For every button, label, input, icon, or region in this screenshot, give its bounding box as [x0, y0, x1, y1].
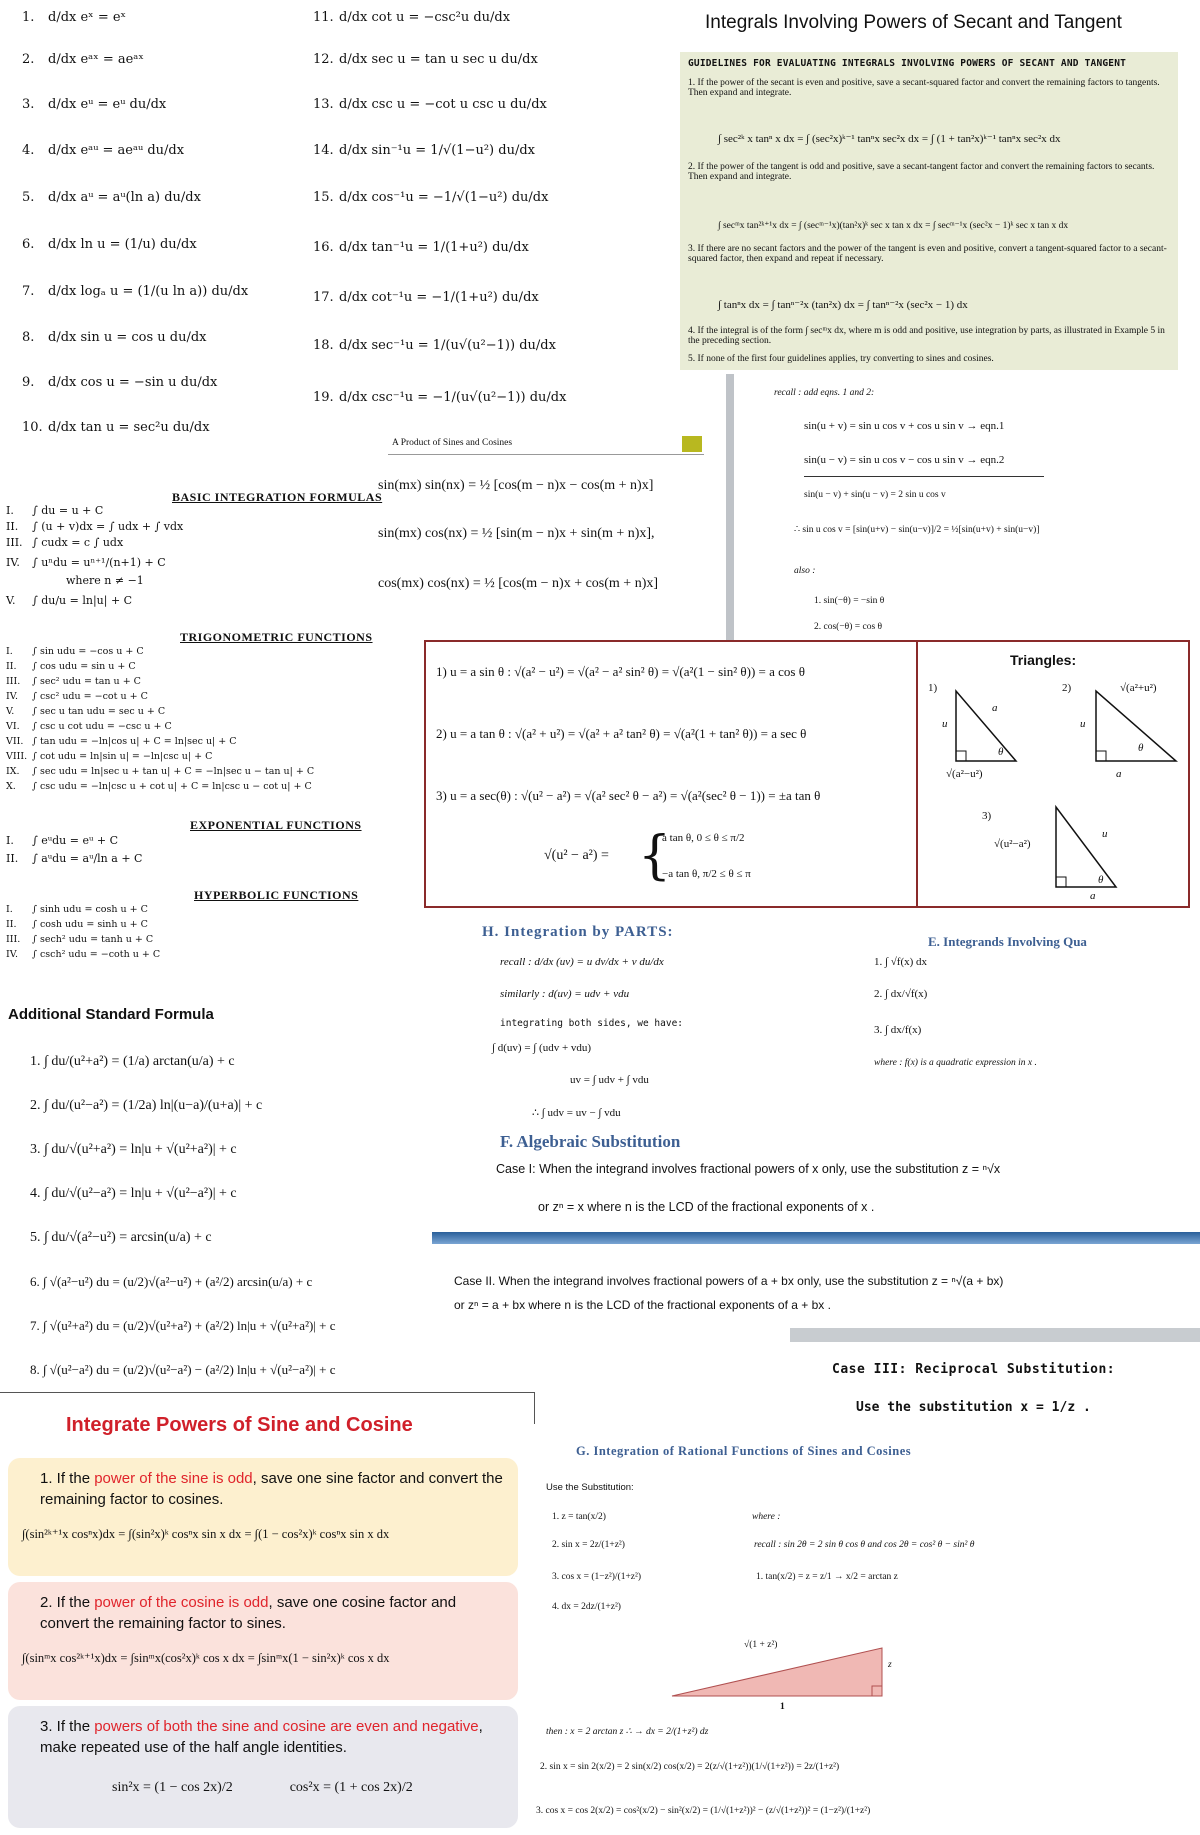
trig-heading: TRIGONOMETRIC FUNCTIONS	[180, 630, 373, 644]
guideline-formula: ∫ tanⁿx dx = ∫ tanⁿ⁻²x (tan²x) dx = ∫ tanⁿ⁻²x (sec²x − 1) dx	[718, 299, 968, 311]
formula: ∫ sinh udu = cosh u + C	[32, 904, 148, 915]
algebraic-case: Case II. When the integrand involves fractional powers of a + bx only, use the substitution z = ⁿ√(a + bx)	[454, 1274, 1004, 1288]
triangle-side-label: u	[1080, 718, 1086, 730]
recall-line: sin(u + v) = sin u cos v + cos u sin v → eqn.1	[804, 420, 1005, 432]
formula: d/dx cot u = −csc²u du/dx	[339, 10, 511, 25]
formula: d/dx cot⁻¹u = −1/(1+u²) du/dx	[339, 290, 539, 305]
formula: ∫ tan udu = −ln|cos u| + C = ln|sec u| + C	[32, 736, 237, 747]
piecewise-lhs: √(u² − a²) =	[544, 848, 609, 863]
additional-row: 1. ∫ du/(u²+a²) = (1/a) arctan(u/a) + c	[30, 1054, 235, 1069]
product-row: sin(mx) sin(nx) = ½ [cos(m − n)x − cos(m + n)x]	[378, 478, 654, 493]
formula: ∫ cosh udu = sinh u + C	[32, 919, 148, 930]
basic-formulas	[6, 504, 366, 614]
recall-line: also :	[794, 566, 816, 576]
formula: d/dx sec⁻¹u = 1/(u√(u²−1)) du/dx	[339, 338, 556, 353]
box-divider	[916, 642, 918, 906]
triangle-base-label: a	[1116, 768, 1122, 780]
expo-formulas	[6, 834, 306, 874]
formula: ∫ uⁿdu = uⁿ⁺¹/(n+1) + C	[32, 556, 166, 569]
piecewise-brace: {	[638, 826, 672, 886]
roman-numeral: II.	[6, 852, 19, 865]
roman-numeral: IV.	[6, 556, 20, 569]
roman-numeral: III.	[6, 536, 23, 549]
rule-equation: ∫(sin²ᵏ⁺¹x cosⁿx)dx = ∫(sin²x)ᵏ cosⁿx sin x dx = ∫(1 − cos²x)ᵏ cosⁿx sin x dx	[22, 1527, 390, 1541]
derivative-table-a	[4, 0, 304, 450]
rational-tri-hyp: √(1 + z²)	[744, 1640, 778, 1650]
formula: ∫ csc udu = −ln|csc u + cot u| + C = ln|csc u − cot u| + C	[32, 781, 312, 792]
roman-numeral: VII.	[6, 736, 24, 747]
additional-row: 7. ∫ √(u²+a²) du = (u/2)√(u²+a²) + (a²/2) ln|u + √(u²+a²)| + c	[30, 1318, 336, 1333]
parts-line: ∴ ∫ udv = uv − ∫ vdu	[532, 1107, 621, 1119]
rule-highlight: power of the sine is odd	[94, 1470, 253, 1487]
guideline-item: 3. If there are no secant factors and the power of the tangent is even and positive, convert a tangent-squared factor to a secant-squared factor, then expand and repeat if necessary.	[688, 244, 1167, 264]
rational-tri-side: z	[888, 1660, 892, 1670]
additional-row: 4. ∫ du/√(u²−a²) = ln|u + √(u²−a²)| + c	[30, 1186, 237, 1201]
recall-head: recall : add eqns. 1 and 2:	[774, 388, 875, 398]
triangle-number: 2)	[1062, 682, 1072, 694]
quadratic-item: 1. ∫ √f(x) dx	[874, 956, 928, 968]
roman-numeral: I.	[6, 504, 14, 517]
sine-card-1	[8, 1458, 518, 1576]
secant-tangent-title: Integrals Involving Powers of Secant and Tangent	[705, 12, 1122, 33]
formula: d/dx tan⁻¹u = 1/(1+u²) du/dx	[339, 240, 529, 255]
roman-numeral: VIII.	[6, 751, 28, 762]
formula: ∫ cos udu = sin u + C	[32, 661, 136, 672]
rule-text: 3. If the	[40, 1718, 95, 1735]
formula: d/dx sin⁻¹u = 1/√(1−u²) du/dx	[339, 143, 535, 158]
item-number: 19.	[313, 390, 334, 405]
product-header: A Product of Sines and Cosines	[392, 438, 513, 448]
formula: d/dx eᵃˣ = aeᵃˣ	[48, 52, 144, 67]
triangle-angle-label: θ	[1138, 742, 1144, 754]
additional-row: 8. ∫ √(u²−a²) du = (u/2)√(u²−a²) − (a²/2) ln|u + √(u²−a²)| + c	[30, 1362, 336, 1377]
triangle-base-label: a	[1090, 890, 1096, 902]
half-angle-sin: sin²x = (1 − cos 2x)/2	[112, 1780, 233, 1795]
formula: ∫ du/u = ln|u| + C	[32, 594, 133, 607]
guideline-formula: ∫ sec²ᵏ x tanⁿ x dx = ∫ (sec²x)ᵏ⁻¹ tanⁿx sec²x dx = ∫ (1 + tan²x)ᵏ⁻¹ tanⁿx sec²x dx	[718, 133, 1061, 145]
formula: d/dx csc⁻¹u = −1/(u√(u²−1)) du/dx	[339, 390, 567, 405]
formula: d/dx cos⁻¹u = −1/√(1−u²) du/dx	[339, 190, 549, 205]
item-number: 7.	[22, 284, 35, 299]
parts-line: similarly : d(uv) = udv + vdu	[500, 988, 630, 1000]
recall-panel	[726, 374, 1200, 642]
parts-line: ∫ d(uv) = ∫ (udv + vdu)	[492, 1042, 592, 1054]
parts-line: uv = ∫ udv + ∫ vdu	[570, 1074, 649, 1086]
triangles-title: Triangles:	[1010, 652, 1077, 668]
triangle-number: 3)	[982, 810, 992, 822]
formula: ∫ cudx = c ∫ udx	[32, 536, 124, 549]
rational-derivation: 3. cos x = cos 2(x/2) = cos²(x/2) − sin²(x/2) = (1/√(1+z²))² − (z/√(1+z²))² = (1−z²)/(1+z²)	[536, 1806, 871, 1816]
hyper-formulas	[6, 904, 306, 974]
hyper-heading: HYPERBOLIC FUNCTIONS	[194, 888, 359, 902]
roman-numeral: IV.	[6, 691, 18, 702]
roman-numeral: II.	[6, 919, 17, 930]
rational-triangle	[668, 1640, 898, 1702]
additional-row: 6. ∫ √(a²−u²) du = (u/2)√(a²−u²) + (a²/2) arcsin(u/a) + c	[30, 1274, 313, 1289]
additional-heading: Additional Standard Formula	[8, 1006, 214, 1023]
formula: ∫ eᵘdu = eᵘ + C	[32, 834, 118, 847]
formula: ∫ aᵘdu = aᵘ/ln a + C	[32, 852, 143, 865]
formula: d/dx cos u = −sin u du/dx	[48, 375, 218, 390]
quadratic-where: where : f(x) is a quadratic expression in x .	[874, 1058, 1037, 1068]
rational-sub: 4. dx = 2dz/(1+z²)	[552, 1602, 621, 1612]
algebraic-case: Case I: When the integrand involves fractional powers of x only, use the substitution z = ⁿ√x	[496, 1162, 1001, 1176]
formula: d/dx aᵘ = aᵘ(ln a) du/dx	[48, 190, 201, 205]
triangle-angle-label: θ	[1098, 874, 1104, 886]
item-number: 14.	[313, 143, 334, 158]
quadratic-title: E. Integrands Involving Qua	[928, 934, 1087, 949]
recall-line: 2. cos(−θ) = cos θ	[814, 622, 883, 632]
triangle-diagram-3	[1036, 802, 1136, 902]
substitution-line: 3) u = a sec(θ) : √(u² − a²) = √(a² sec² θ − a²) = √(a²(sec² θ − 1)) = ±a tan θ	[436, 788, 821, 803]
parts-line: integrating both sides, we have:	[500, 1018, 684, 1029]
rational-sub: 3. cos x = (1−z²)/(1+z²)	[552, 1572, 642, 1582]
guideline-item: 2. If the power of the tangent is odd and positive, save a secant-tangent factor and convert the remaining factors to secants. Then expand and integrate.	[688, 162, 1155, 182]
rational-tan: 1. tan(x/2) = z = z/1 → x/2 = arctan z	[756, 1572, 898, 1582]
product-row: cos(mx) cos(nx) = ½ [cos(m − n)x + cos(m + n)x]	[378, 576, 659, 591]
formula-note: where n ≠ −1	[66, 574, 144, 587]
formula: d/dx eˣ = eˣ	[48, 10, 127, 25]
rational-then: then : x = 2 arctan z ∴ → dx = 2/(1+z²) dz	[546, 1727, 709, 1737]
formula: ∫ csc u cot udu = −csc u + C	[32, 721, 172, 732]
algebraic-title: F. Algebraic Substitution	[500, 1132, 681, 1151]
recall-line: 1. sin(−θ) = −sin θ	[814, 596, 885, 606]
case3-title: Case III: Reciprocal Substitution:	[832, 1362, 1116, 1377]
rule-text: , make repeated use of the half angle identities.	[40, 1718, 483, 1756]
quadratic-item: 3. ∫ dx/f(x)	[874, 1024, 922, 1036]
parts-title: H. Integration by PARTS:	[482, 924, 674, 940]
formula: ∫ (u + v)dx = ∫ udx + ∫ vdx	[32, 520, 184, 533]
section-underline-tick	[534, 1392, 535, 1424]
formula: d/dx csc u = −cot u csc u du/dx	[339, 97, 547, 112]
rational-sub: 1. z = tan(x/2)	[552, 1512, 606, 1522]
recall-line: ∴ sin u cos v = [sin(u+v) − sin(u−v)]/2 = ½[sin(u+v) + sin(u−v)]	[794, 525, 1040, 535]
rule-equation: ∫(sinᵐx cos²ᵏ⁺¹x)dx = ∫sinᵐx(cos²x)ᵏ cos x dx = ∫sinᵐx(1 − sin²x)ᵏ cos x dx	[22, 1651, 390, 1665]
item-number: 1.	[22, 10, 35, 25]
rational-tri-base: 1	[780, 1702, 785, 1712]
section-underline	[0, 1392, 534, 1393]
roman-numeral: V.	[6, 706, 15, 717]
basic-heading: BASIC INTEGRATION FORMULAS	[172, 490, 383, 504]
guidelines-box	[680, 52, 1178, 370]
formula: ∫ csc² udu = −cot u + C	[32, 691, 148, 702]
recall-divider	[804, 476, 1044, 477]
triangle-hyp-label: √(a²+u²)	[1120, 682, 1157, 694]
recall-line: sin(u − v) + sin(u − v) = 2 sin u cos v	[804, 490, 946, 500]
rational-recall: recall : sin 2θ = 2 sin θ cos θ and cos 2θ = cos² θ − sin² θ	[754, 1540, 975, 1550]
sine-card-2	[8, 1582, 518, 1700]
product-header-tag	[682, 436, 702, 452]
case3-line: Use the substitution x = 1/z .	[856, 1400, 1091, 1415]
item-number: 2.	[22, 52, 35, 67]
additional-row: 3. ∫ du/√(u²+a²) = ln|u + √(u²+a²)| + c	[30, 1142, 237, 1157]
recall-line: sin(u − v) = sin u cos v − cos u sin v → eqn.2	[804, 454, 1005, 466]
rule-text: 1. If the	[40, 1470, 95, 1487]
item-number: 15.	[313, 190, 334, 205]
product-row: sin(mx) cos(nx) = ½ [sin(m − n)x + sin(m + n)x],	[378, 526, 655, 541]
additional-row: 5. ∫ du/√(a²−u²) = arcsin(u/a) + c	[30, 1230, 212, 1245]
roman-numeral: III.	[6, 934, 21, 945]
rational-derivation: 2. sin x = sin 2(x/2) = 2 sin(x/2) cos(x/2) = 2(z/√(1+z²))(1/√(1+z²)) = 2z/(1+z²)	[540, 1762, 840, 1772]
substitution-line: 2) u = a tan θ : √(a² + u²) = √(a² + a² tan² θ) = √(a²(1 + tan² θ)) = a sec θ	[436, 726, 807, 741]
roman-numeral: X.	[6, 781, 16, 792]
item-number: 8.	[22, 330, 35, 345]
rational-use: Use the Substitution:	[546, 1482, 634, 1493]
formula: ∫ cot udu = ln|sin u| = −ln|csc u| + C	[32, 751, 213, 762]
formula: ∫ sec² udu = tan u + C	[32, 676, 141, 687]
item-number: 11.	[313, 10, 334, 25]
formula: d/dx logₐ u = (1/(u ln a)) du/dx	[48, 284, 249, 299]
triangle-hyp-label: a	[992, 702, 998, 714]
roman-numeral: II.	[6, 520, 19, 533]
parts-line: recall : d/dx (uv) = u dv/dx + v du/dx	[500, 956, 664, 968]
item-number: 18.	[313, 338, 334, 353]
gray-divider	[790, 1328, 1200, 1342]
rational-sub: 2. sin x = 2z/(1+z²)	[552, 1540, 625, 1550]
derivative-table-b	[305, 0, 685, 430]
formula: ∫ sec u tan udu = sec u + C	[32, 706, 166, 717]
triangle-side-label: u	[942, 718, 948, 730]
roman-numeral: IX.	[6, 766, 20, 777]
guideline-item: 1. If the power of the secant is even and positive, save a secant-squared factor and convert the remaining factors to tangents. Then expand and integrate.	[688, 78, 1160, 98]
half-angle-cos: cos²x = (1 + cos 2x)/2	[289, 1780, 413, 1795]
formula: ∫ csch² udu = −coth u + C	[32, 949, 161, 960]
roman-numeral: I.	[6, 904, 13, 915]
roman-numeral: I.	[6, 834, 14, 847]
sine-cosine-title: Integrate Powers of Sine and Cosine	[66, 1414, 413, 1436]
triangle-angle-label: θ	[998, 746, 1004, 758]
formula: ∫ sin udu = −cos u + C	[32, 646, 144, 657]
triangle-diagram-2	[1076, 686, 1186, 776]
algebraic-case: or zⁿ = a + bx where n is the LCD of the fractional exponents of a + bx .	[454, 1298, 831, 1312]
formula: d/dx eᵘ = eᵘ du/dx	[48, 97, 167, 112]
formula: d/dx tan u = sec²u du/dx	[48, 420, 210, 435]
formula: d/dx eᵃᵘ = aeᵃᵘ du/dx	[48, 143, 185, 158]
item-number: 9.	[22, 375, 35, 390]
rational-where: where :	[752, 1512, 781, 1522]
rule-highlight: power of the cosine is odd	[94, 1594, 269, 1611]
formula: ∫ du = u + C	[32, 504, 104, 517]
formula: ∫ sec udu = ln|sec u + tan u| + C = −ln|sec u − tan u| + C	[32, 766, 315, 777]
triangle-number: 1)	[928, 682, 938, 694]
triangle-diagram-1	[936, 686, 1036, 776]
item-number: 3.	[22, 97, 35, 112]
guideline-item: 5. If none of the first four guidelines applies, try converting to sines and cosines.	[688, 354, 994, 364]
item-number: 12.	[313, 52, 334, 67]
roman-numeral: VI.	[6, 721, 20, 732]
guideline-item: 4. If the integral is of the form ∫ secᵐx dx, where m is odd and positive, use integration by parts, as illustrated in Example 5 in the preceding section.	[688, 326, 1165, 346]
expo-heading: EXPONENTIAL FUNCTIONS	[190, 818, 362, 832]
item-number: 6.	[22, 237, 35, 252]
rule-text: 2. If the	[40, 1594, 95, 1611]
formula: ∫ sech² udu = tanh u + C	[32, 934, 154, 945]
substitution-line: 1) u = a sin θ : √(a² − u²) = √(a² − a² sin² θ) = √(a²(1 − sin² θ)) = a cos θ	[436, 664, 805, 679]
item-number: 17.	[313, 290, 334, 305]
roman-numeral: III.	[6, 676, 21, 687]
triangle-hyp-label: u	[1102, 828, 1108, 840]
additional-row: 2. ∫ du/(u²−a²) = (1/2a) ln|(u−a)/(u+a)| + c	[30, 1098, 263, 1113]
quadratic-item: 2. ∫ dx/√f(x)	[874, 988, 928, 1000]
roman-numeral: IV.	[6, 949, 18, 960]
formula: d/dx ln u = (1/u) du/dx	[48, 237, 197, 252]
item-number: 16.	[313, 240, 334, 255]
triangle-base-label: √(a²−u²)	[946, 768, 983, 780]
triangle-side-label: √(u²−a²)	[994, 838, 1031, 850]
formula: d/dx sec u = tan u sec u du/dx	[339, 52, 538, 67]
rule-highlight: powers of both the sine and cosine are even and negative	[94, 1718, 479, 1735]
piecewise-case: −a tan θ, π/2 ≤ θ ≤ π	[662, 868, 751, 880]
roman-numeral: II.	[6, 661, 17, 672]
rule-text: , save one sine factor and convert the remaining factor to cosines.	[40, 1470, 503, 1508]
product-header-bar	[388, 436, 704, 455]
rational-title: G. Integration of Rational Functions of Sines and Cosines	[576, 1444, 912, 1458]
rule-text: , save one cosine factor and convert the remaining factor to sines.	[40, 1594, 457, 1632]
blue-divider	[432, 1232, 1200, 1244]
formula: d/dx sin u = cos u du/dx	[48, 330, 207, 345]
item-number: 13.	[313, 97, 334, 112]
piecewise-case: a tan θ, 0 ≤ θ ≤ π/2	[662, 832, 745, 844]
roman-numeral: I.	[6, 646, 13, 657]
guideline-formula: ∫ secᵐx tan²ᵏ⁺¹x dx = ∫ (secᵐ⁻¹x)(tan²x)ᵏ sec x tan x dx = ∫ secᵐ⁻¹x (sec²x − 1)ᵏ sec x tan x dx	[718, 221, 1069, 231]
item-number: 5.	[22, 190, 35, 205]
algebraic-case: or zⁿ = x where n is the LCD of the fractional exponents of x .	[538, 1200, 875, 1214]
item-number: 10.	[22, 420, 43, 435]
guidelines-heading: GUIDELINES FOR EVALUATING INTEGRALS INVOLVING POWERS OF SECANT AND TANGENT	[688, 58, 1127, 69]
item-number: 4.	[22, 143, 35, 158]
sine-card-3	[8, 1706, 518, 1828]
roman-numeral: V.	[6, 594, 16, 607]
trig-formulas	[6, 646, 376, 806]
trig-substitution-box	[424, 640, 1190, 908]
